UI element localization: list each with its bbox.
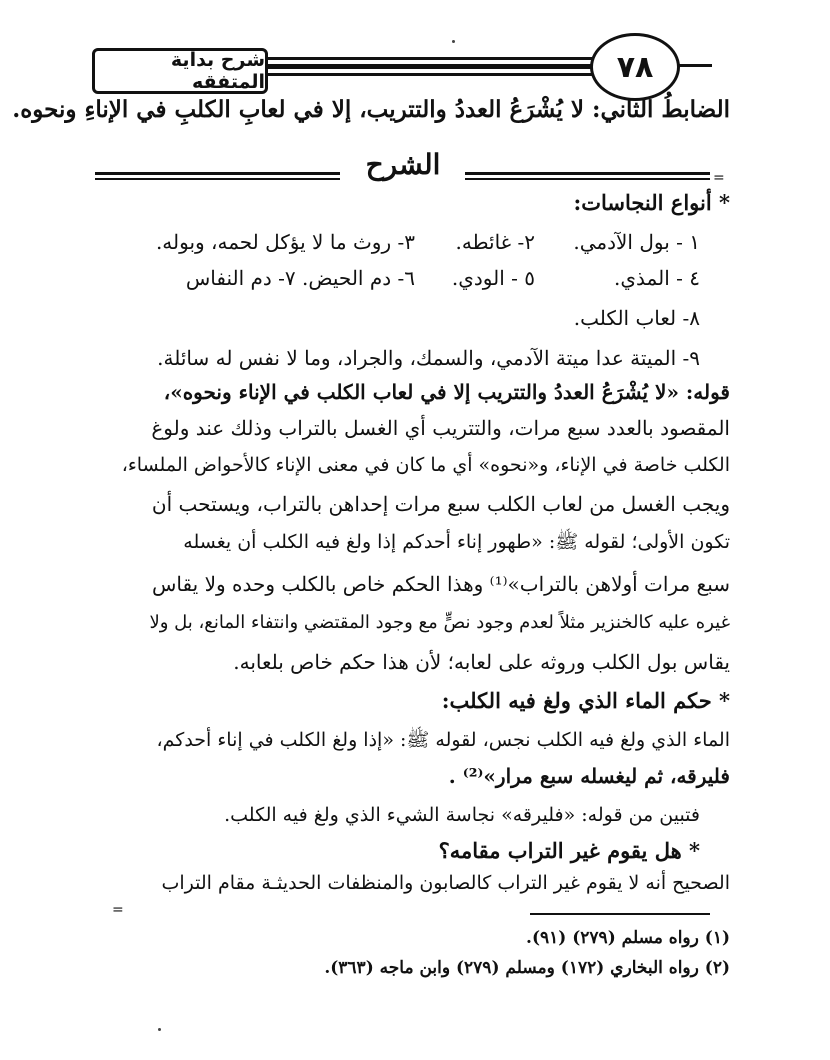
soil-heading: * هل يقوم غير التراب مقامه؟: [438, 838, 700, 863]
section-title: الشرح: [365, 148, 441, 181]
divider-left-thick: [95, 172, 340, 175]
water-line-1: الماء الذي ولغ فيه الكلب نجس، لقوله ﷺ: «إذا ولغ الكلب في إناء أحدكم،: [156, 729, 730, 751]
speck: [158, 1028, 161, 1031]
book-title-box: شرح بداية المتفقه: [92, 48, 268, 94]
header-rule-top: [262, 57, 592, 60]
qawluh-line-8: يقاس بول الكلب وروثه على لعابه؛ لأن هذا حكم خاص بلعابه.: [233, 650, 730, 674]
qawluh-line-4: ويجب الغسل من لعاب الكلب سبع مرات إحداهن بالتراب، ويستحب أن: [151, 492, 730, 516]
margin-mark-bottom: =: [112, 902, 124, 918]
najasat-item-2: ٢- غائطه.: [455, 230, 535, 254]
qawluh-line-6: سبع مرات أولاهن بالتراب»⁽¹⁾ وهذا الحكم خاص بالكلب وحده ولا يقاس: [152, 572, 730, 596]
najasat-item-1: ١ - بول الآدمي.: [573, 230, 700, 254]
soil-line: الصحيح أنه لا يقوم غير التراب كالصابون والمنظفات الحديثـة مقام التراب: [161, 872, 730, 894]
footnote-2: (٢) رواه البخاري (١٧٢) ومسلم (٢٧٩) وابن ماجه (٣٦٣).: [324, 958, 730, 978]
water-heading: * حكم الماء الذي ولغ فيه الكلب:: [441, 688, 730, 713]
najasat-item-9: ٩- الميتة عدا ميتة الآدمي، والسمك، والجراد، وما لا نفس له سائلة.: [157, 346, 700, 370]
page-number-badge: ٧٨: [590, 33, 680, 101]
footnote-separator: [530, 913, 710, 915]
qawluh-line-1: قوله: «لا يُشْرَعُ العددُ والتتريب إلا في لعاب الكلب في الإناء ونحوه»،: [163, 380, 730, 404]
header-rule-mid: [262, 64, 592, 69]
footnote-1: (١) رواه مسلم (٢٧٩) (٩١).: [526, 928, 730, 948]
qawluh-line-5: تكون الأولى؛ لقوله ﷺ: «طهور إناء أحدكم إذا ولغ فيه الكلب أن يغسله: [183, 531, 730, 553]
najasat-item-5: ٥ - الودي.: [451, 266, 535, 290]
najasat-heading: * أنواع النجاسات:: [573, 190, 730, 215]
water-line-2: فليرقه، ثم ليغسله سبع مرار»⁽²⁾ .: [448, 764, 730, 788]
divider-right-thick: [465, 172, 710, 175]
section-divider: [95, 150, 710, 190]
header-rule-bottom: [262, 73, 592, 76]
divider-right-thin: [465, 178, 710, 180]
najasat-item-4: ٤ - المذي.: [614, 266, 700, 290]
rule-statement: الضابطُ الثاني: لا يُشْرَعُ العددُ والتتريب، إلا في لعابِ الكلبِ في الإناءِ ونحوه.: [12, 96, 730, 123]
qawluh-line-2: المقصود بالعدد سبع مرات، والتتريب أي الغسل بالتراب وذلك عند ولوغ: [151, 416, 730, 440]
divider-left-thin: [95, 178, 340, 180]
najasat-item-3: ٣- روث ما لا يؤكل لحمه، وبوله.: [155, 230, 415, 254]
najasat-item-6: ٦- دم الحيض. ٧- دم النفاس: [185, 266, 415, 290]
najasat-item-8: ٨- لعاب الكلب.: [573, 306, 700, 330]
speck: [452, 40, 455, 43]
margin-mark: =: [713, 170, 725, 186]
qawluh-line-7: غيره عليه كالخنزير مثلاً لعدم وجود نصٍّ مع وجود المقتضي وانتفاء المانع، بل ولا: [149, 612, 730, 633]
water-line-3: فتبين من قوله: «فليرقه» نجاسة الشيء الذي ولغ فيه الكلب.: [224, 804, 700, 826]
qawluh-line-3: الكلب خاصة في الإناء، و«نحوه» أي ما كان في معنى الإناء كالأحواض الملساء،: [121, 454, 730, 476]
